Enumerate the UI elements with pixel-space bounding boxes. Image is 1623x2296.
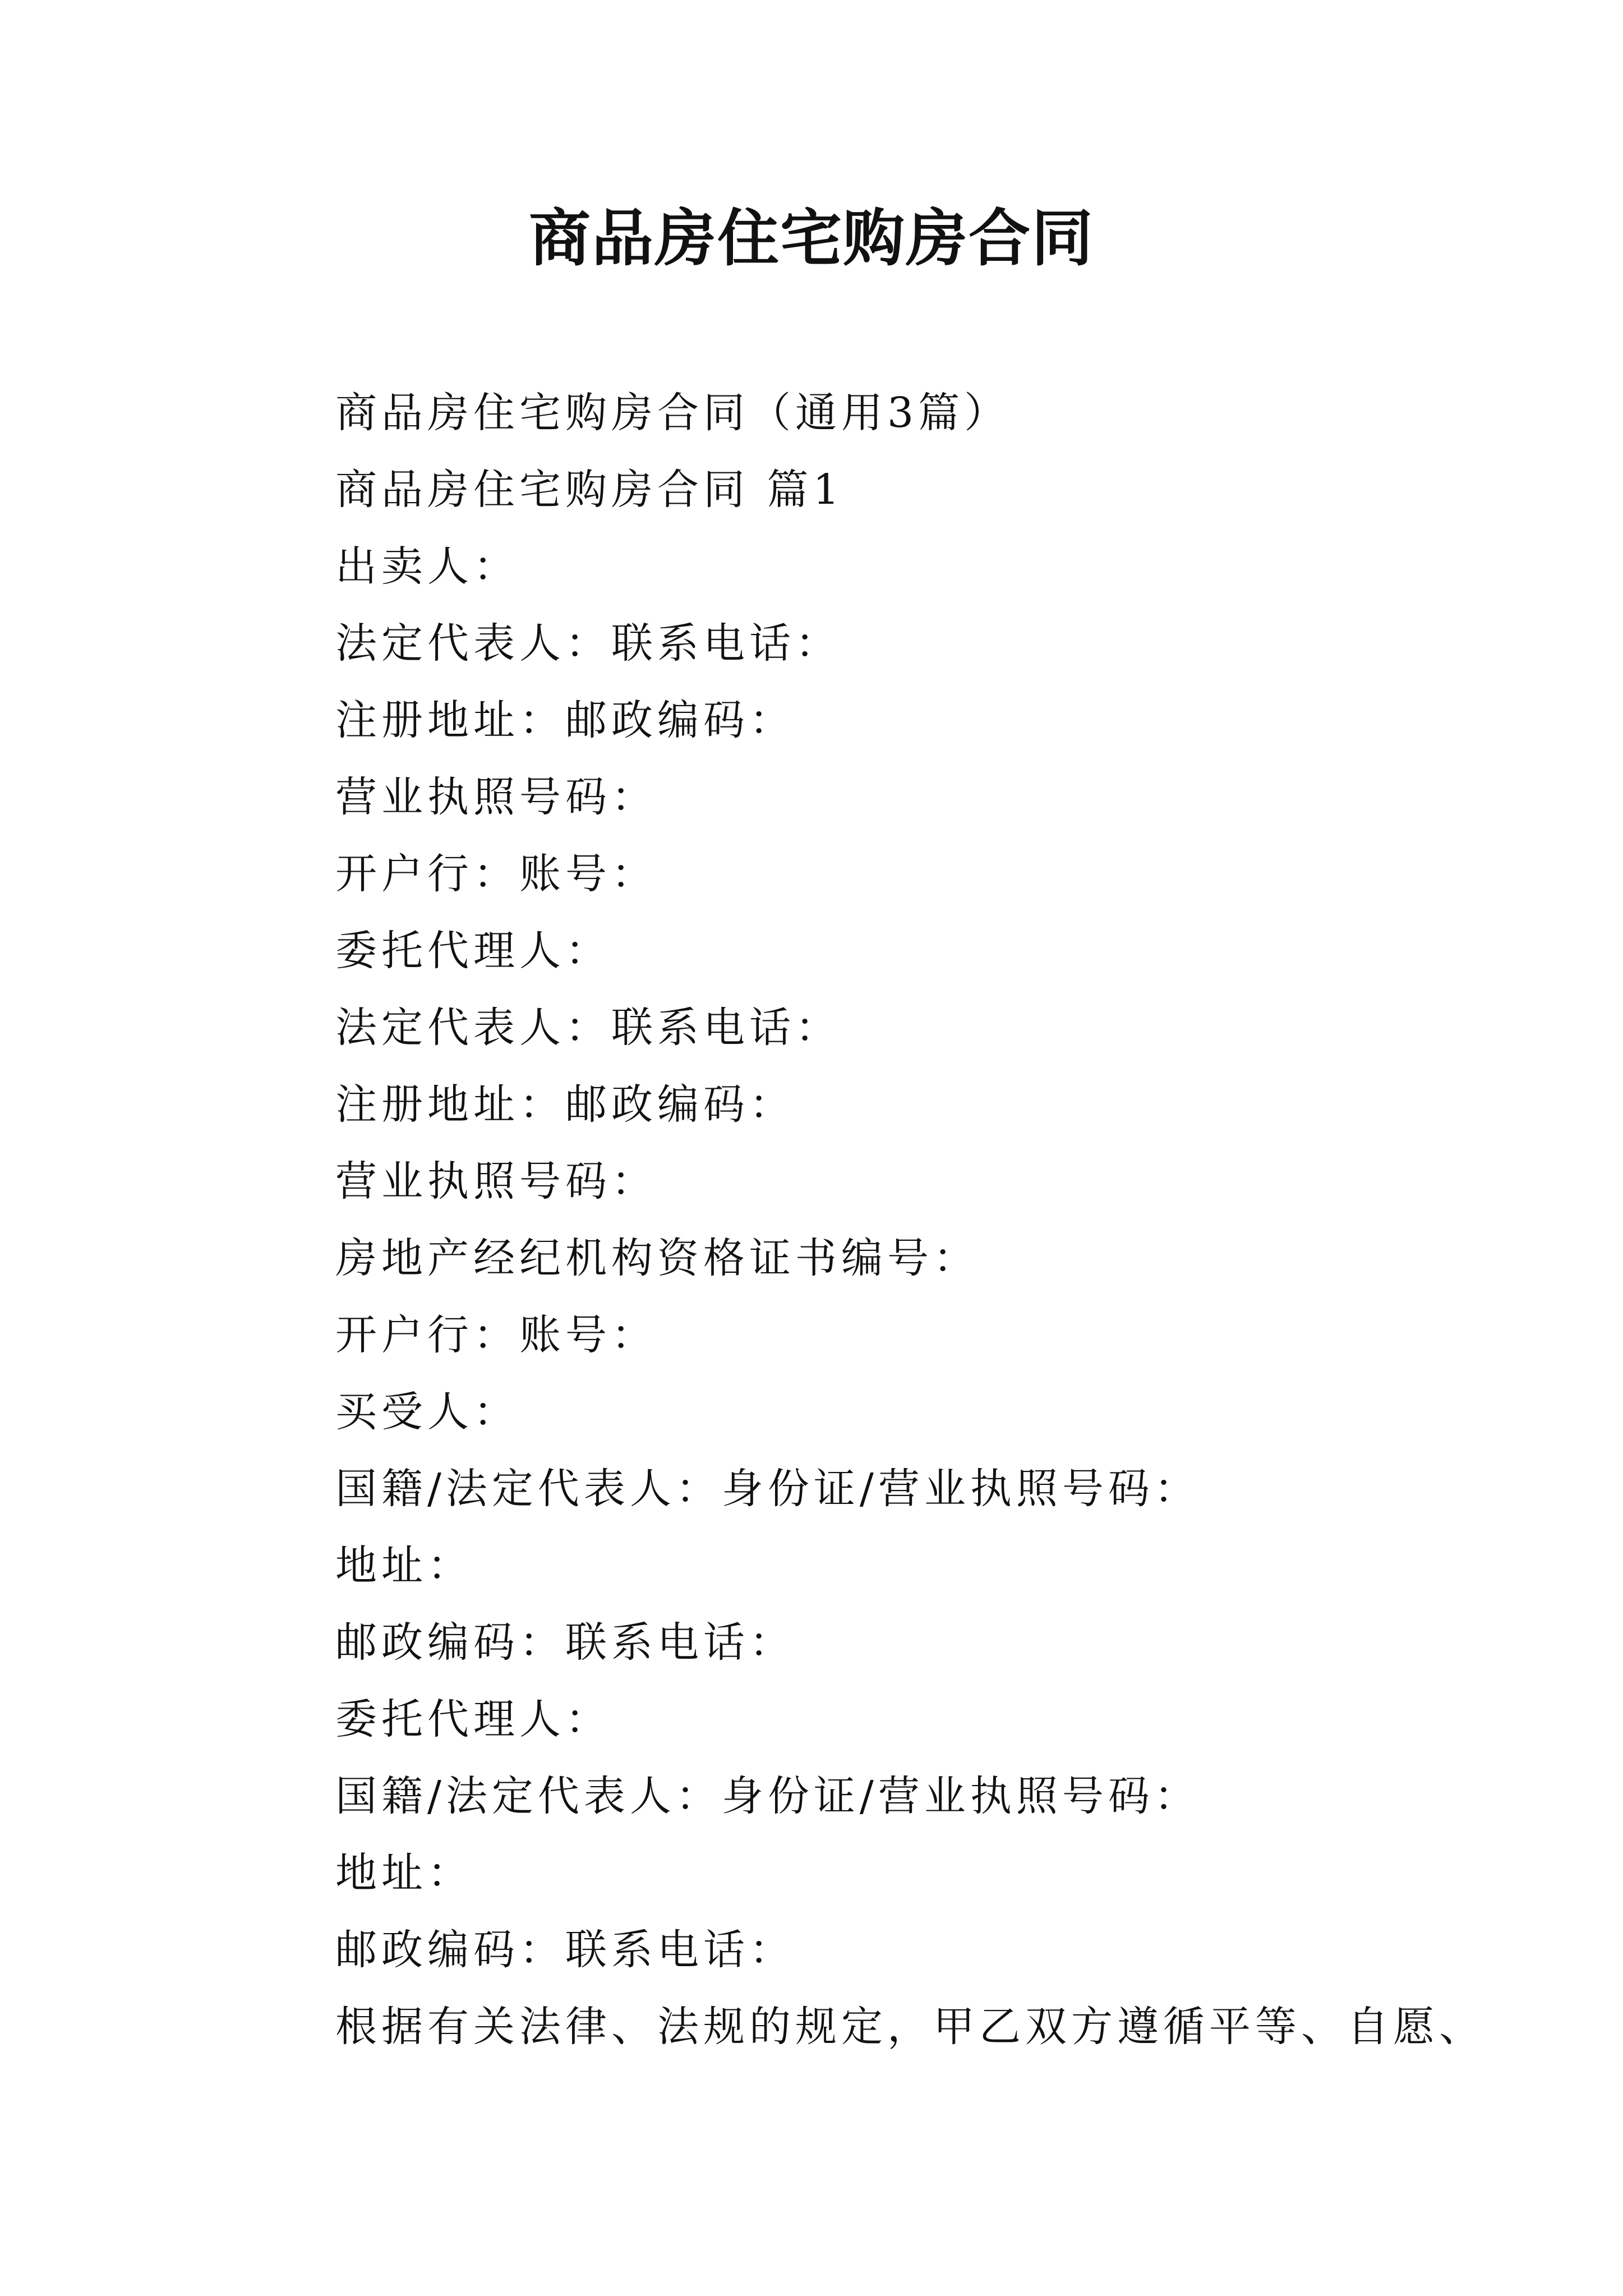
section-heading: 商品房住宅购房合同 篇1: [335, 466, 844, 514]
buyer-agent-label: 委托代理人：: [335, 1695, 611, 1743]
buyer-nationality-id: 国籍/法定代表人：身份证/营业执照号码：: [335, 1465, 1200, 1513]
buyer-label: 买受人：: [335, 1388, 519, 1436]
buyer-agent-nationality-id: 国籍/法定代表人：身份证/营业执照号码：: [335, 1772, 1200, 1820]
contract-preamble: 根据有关法律、法规的规定，甲乙双方遵循平等、自愿、: [335, 2003, 1485, 2051]
document-body: [335, 375, 1513, 2065]
buyer-agent-address: 地址：: [335, 1849, 473, 1897]
agent-bank-account: 开户行：账号：: [335, 1311, 657, 1359]
buyer-agent-postcode-phone: 邮政编码：联系电话：: [335, 1926, 795, 1974]
agent-representative-phone: 法定代表人：联系电话：: [335, 1004, 841, 1052]
seller-representative-phone: 法定代表人：联系电话：: [335, 619, 841, 668]
buyer-postcode-phone: 邮政编码：联系电话：: [335, 1618, 795, 1667]
subtitle-line: 商品房住宅购房合同（通用3篇）: [335, 389, 1011, 437]
seller-bank-account: 开户行：账号：: [335, 850, 657, 898]
document-title: 商品房住宅购房合同: [529, 202, 1094, 274]
seller-address-postcode: 注册地址：邮政编码：: [335, 696, 795, 744]
seller-license-number: 营业执照号码：: [335, 773, 657, 821]
seller-label: 出卖人：: [335, 542, 519, 591]
agent-license-number: 营业执照号码：: [335, 1157, 657, 1205]
agent-certificate-number: 房地产经纪机构资格证书编号：: [335, 1234, 979, 1282]
buyer-address: 地址：: [335, 1542, 473, 1590]
agent-address-postcode: 注册地址：邮政编码：: [335, 1080, 795, 1129]
seller-agent-label: 委托代理人：: [335, 927, 611, 975]
